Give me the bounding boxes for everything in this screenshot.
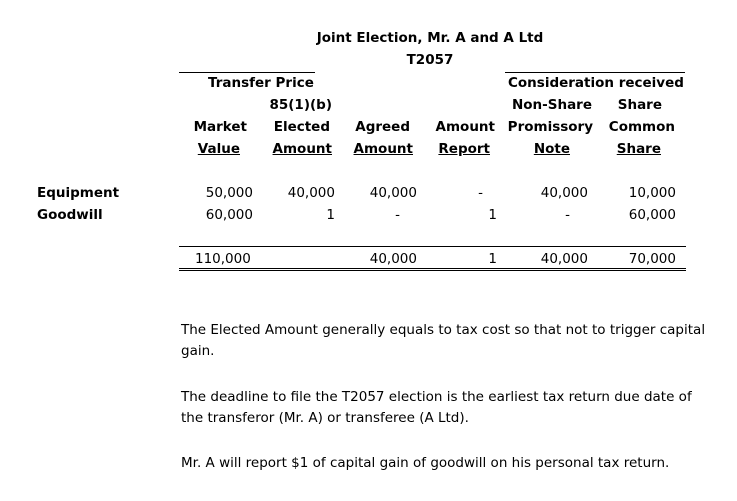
row-label-goodwill: Goodwill [37,207,103,223]
equipment-market: 50,000 [205,185,253,201]
share-header-l3: Common [608,119,675,135]
agreed-header-l3: Agreed [355,119,410,135]
goodwill-share: 60,000 [628,207,676,223]
transfer-price-header: Transfer Price [208,75,314,91]
row-label-equipment: Equipment [37,185,120,201]
promissory-header-l4: Note [533,141,570,157]
goodwill-report: 1 [488,207,497,223]
market-header-l4: Value [197,141,240,157]
transfer-price-rule [179,72,315,73]
equipment-report: - [478,185,483,201]
goodwill-agreed: - [395,207,400,223]
promissory-header-l3: Promissory [507,119,593,135]
note-capital-gain: Mr. A will report $1 of capital gain of goodwill on his personal tax return. [181,455,670,471]
share-header-l4: Share [616,141,661,157]
elected-header-l2: 85(1)(b) [269,97,332,113]
goodwill-elected: 1 [326,207,335,223]
share-header-l2: Share [617,97,662,113]
consideration-rule [505,72,685,73]
note-deadline: The deadline to file the T2057 election is the earliest tax return due date of the transferor (Mr. A) or transferee (A Ltd). [181,389,692,426]
report-header-l4: Report [438,141,490,157]
equipment-elected: 40,000 [287,185,335,201]
page-title: Joint Election, Mr. A and A Ltd [316,30,544,46]
elected-header-l3: Elected [273,119,330,135]
total-market: 110,000 [195,251,251,267]
total-double-rule [179,268,686,271]
equipment-note: 40,000 [540,185,588,201]
total-report: 1 [488,251,497,267]
total-agreed: 40,000 [369,251,417,267]
total-note: 40,000 [540,251,588,267]
consideration-header: Consideration received [508,75,684,91]
total-top-rule [179,246,686,247]
agreed-header-l4: Amount [353,141,413,157]
total-share: 70,000 [628,251,676,267]
form-number: T2057 [406,52,454,68]
goodwill-note: - [565,207,570,223]
equipment-share: 10,000 [628,185,676,201]
promissory-header-l2: Non-Share [511,97,592,113]
goodwill-market: 60,000 [205,207,253,223]
note-elected-amount: The Elected Amount generally equals to tax cost so that not to trigger capital gain. [181,322,706,359]
market-header-l3: Market [193,119,247,135]
report-header-l3: Amount [435,119,495,135]
equipment-agreed: 40,000 [369,185,417,201]
elected-header-l4: Amount [272,141,332,157]
